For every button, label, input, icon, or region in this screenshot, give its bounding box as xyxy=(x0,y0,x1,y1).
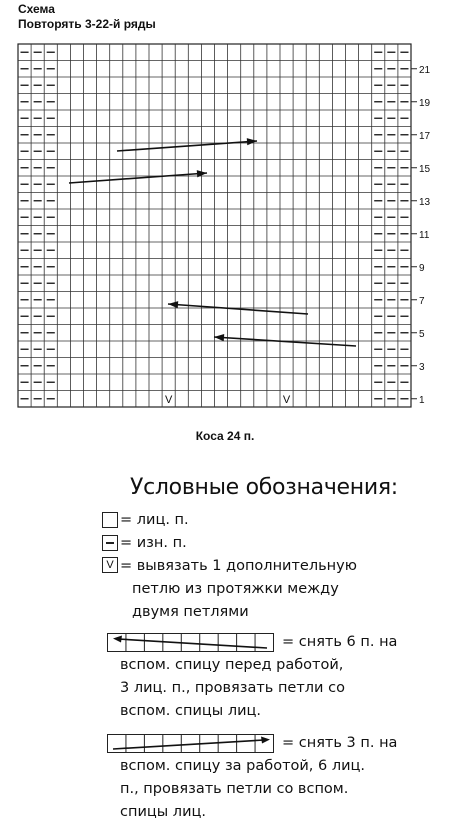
legend-cable-back-line-4: спицы лиц. xyxy=(120,804,206,820)
legend-make-one-line-3: двумя петлями xyxy=(132,604,249,620)
legend-make-one-text xyxy=(120,555,357,624)
row-label: 13 xyxy=(419,196,431,208)
legend-cable-back-line-1: = снять 3 п. на xyxy=(282,735,398,751)
row-label: 15 xyxy=(419,163,431,175)
purl-symbol-box xyxy=(102,535,118,551)
legend-cable-front-line-3: 3 лиц. п., провязать петли со xyxy=(120,680,345,696)
row-label: 21 xyxy=(419,64,431,76)
knit-symbol-box xyxy=(102,512,118,528)
row-label: 17 xyxy=(419,130,431,142)
legend-make-one-line-2: петлю из протяжки между xyxy=(132,581,339,597)
legend-title: Условные обозначения: xyxy=(130,475,398,500)
legend-knit-line-1: = лиц. п. xyxy=(120,512,189,528)
purl-dash-icon xyxy=(106,542,114,544)
legend-cable-front-line-4: вспом. спицы лиц. xyxy=(120,703,261,719)
legend-cable-back-line-2: вспом. спицу за работой, 6 лиц. xyxy=(120,758,366,774)
make-one-v-icon: V xyxy=(106,559,114,571)
legend-cable-front-line-2: вспом. спицу перед работой, xyxy=(120,657,344,673)
row-label: 1 xyxy=(419,394,425,406)
chart-subtitle: Повторять 3-22-й ряды xyxy=(18,17,156,31)
legend-purl-text xyxy=(120,532,187,555)
row-label: 5 xyxy=(419,328,425,340)
row-label: 11 xyxy=(419,229,430,241)
chart-caption: Коса 24 п. xyxy=(195,429,255,443)
legend-cable-back-text xyxy=(120,732,397,824)
row-label: 7 xyxy=(419,295,425,307)
legend-cable-front-text xyxy=(120,631,397,723)
legend-cable-front-line-1: = снять 6 п. на xyxy=(282,634,398,650)
make-one-symbol-box xyxy=(102,557,118,573)
row-label: 19 xyxy=(419,97,431,109)
make-one-v-icon: V xyxy=(282,393,291,406)
legend-cable-back-line-3: п., провязать петли со вспом. xyxy=(120,781,349,797)
row-label: 3 xyxy=(419,361,425,373)
legend-knit-text xyxy=(120,509,189,532)
make-one-v-icon: V xyxy=(164,393,173,406)
row-label: 9 xyxy=(419,262,425,274)
chart-title: Схема xyxy=(18,2,55,16)
legend-purl-line-1: = изн. п. xyxy=(120,535,187,551)
legend-make-one-line-1: = вывязать 1 дополнительную xyxy=(120,558,357,574)
